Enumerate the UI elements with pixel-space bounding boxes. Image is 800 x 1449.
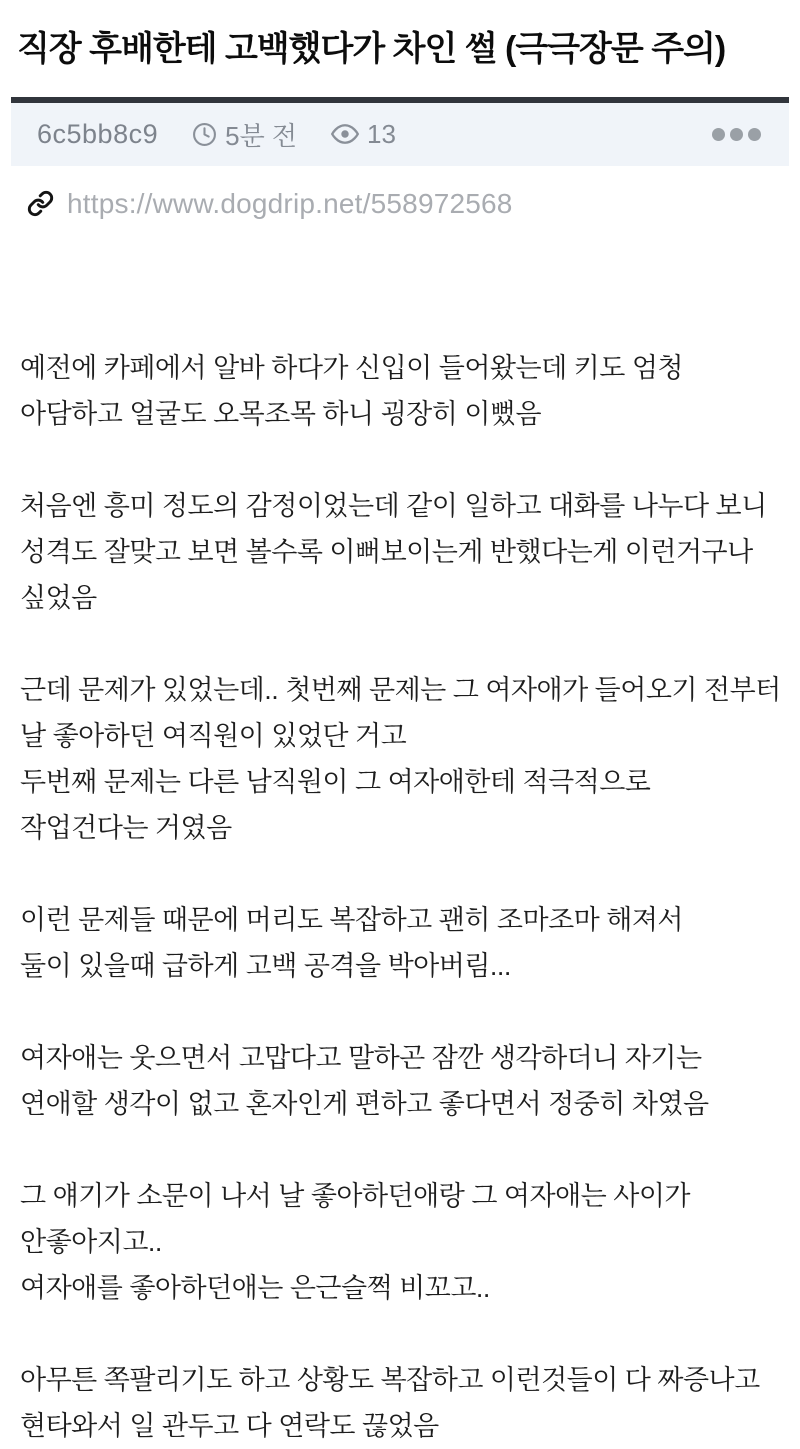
source-link-row [27,188,782,220]
post-paragraph [20,483,784,621]
paragraph-line: 아무튼 쪽팔리기도 하고 상황도 복잡하고 이런것들이 다 짜증나고 현타와서 일 관두고 다 연락도 끊었음 [20,1364,760,1441]
post-body [20,345,784,1449]
view-count [331,119,396,150]
author-id[interactable]: 6c5bb8c9 [37,118,159,149]
paragraph-line: 여자애를 좋아하던애는 은근슬쩍 비꼬고.. [20,1272,490,1303]
paragraph-line: 예전에 카페에서 알바 하다가 신입이 들어왔는데 키도 엄청 아담하고 얼굴도 오목조목 하니 굉장히 이뻤음 [20,352,683,429]
post-paragraph [20,667,784,851]
posted-time [192,116,297,153]
post-title: 직장 후배한테 고백했다가 차인 썰 (극극장문 주의) [17,30,726,68]
post-paragraph [20,1035,784,1127]
link-icon [27,190,54,217]
more-button[interactable] [710,122,763,147]
more-icon [712,128,761,141]
post-paragraph [20,1173,784,1311]
paragraph-line: 처음엔 흥미 정도의 감정이었는데 같이 일하고 대화를 나누다 보니 성격도 잘맞고 보면 볼수록 이뻐보이는게 반했다는게 이런거구나 싶었음 [20,490,767,613]
paragraph-line: 이런 문제들 때문에 머리도 복잡하고 괜히 조마조마 해져서 [20,904,683,935]
paragraph-line: 두번째 문제는 다른 남직원이 그 여자애한테 적극적으로 작업건다는 거였음 [20,766,651,843]
paragraph-line: 여자애는 웃으면서 고맙다고 말하곤 잠깐 생각하더니 자기는 연애할 생각이 없고 혼자인게 편하고 좋다면서 정중히 차였음 [20,1042,709,1119]
view-count-label: 13 [367,118,396,149]
clock-icon [192,122,217,147]
post-paragraph [20,345,784,437]
post-paragraph [20,1357,784,1449]
eye-icon [331,120,359,148]
post-meta-bar [11,97,789,166]
paragraph-line: 그 얘기가 소문이 나서 날 좋아하던애랑 그 여자애는 사이가 안좋아지고.. [20,1180,690,1257]
paragraph-line: 둘이 있을때 급하게 고백 공격을 박아버림... [20,950,511,981]
posted-time-label: 5분 전 [225,120,298,151]
source-link[interactable]: https://www.dogdrip.net/558972568 [67,187,513,219]
post-paragraph [20,897,784,989]
paragraph-line: 근데 문제가 있었는데.. 첫번째 문제는 그 여자애가 들어오기 전부터 날 좋아하던 여직원이 있었단 거고 [20,674,781,751]
